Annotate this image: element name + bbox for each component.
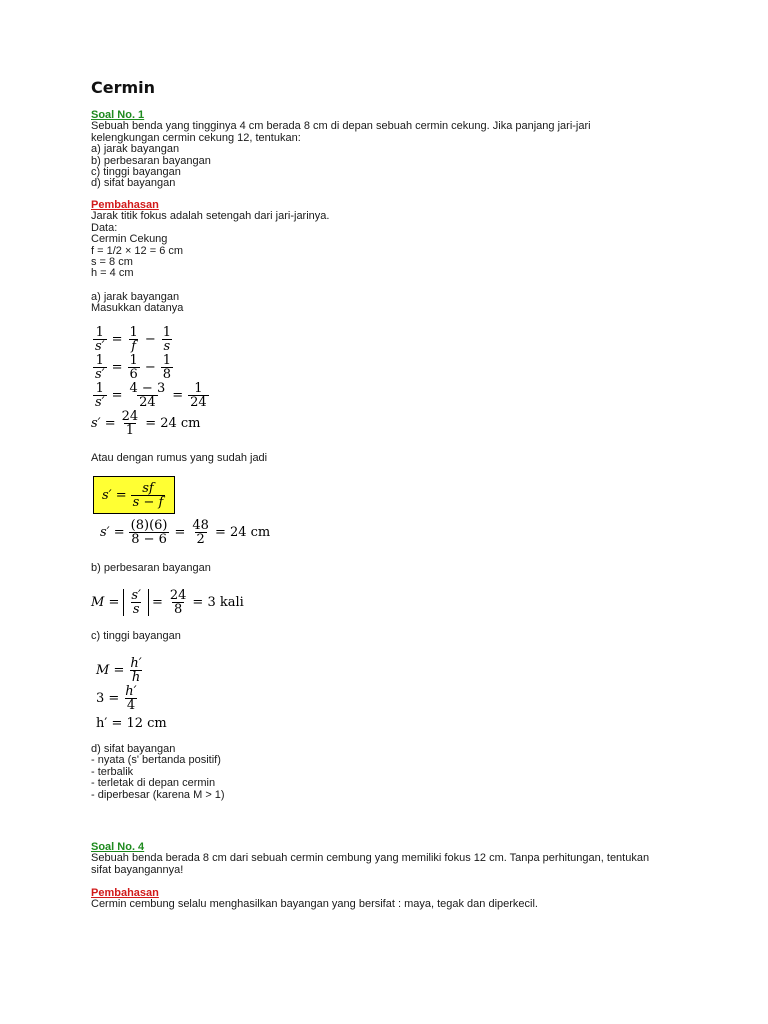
- pembahasan-4-heading: Pembahasan: [91, 887, 159, 899]
- equation-block-c: [96, 656, 167, 734]
- equation-2: $\frac{1}{s'}$ = $\frac{1}{6}$ − $\frac{1}{8}$: [95, 352, 171, 382]
- soal-4-block: [91, 842, 649, 876]
- pembahasan-line: Cermin Cekung: [91, 233, 168, 246]
- pembahasan-line: Jarak titik fokus adalah setengah dari jari-jarinya.: [91, 210, 330, 223]
- soal-4-line: Sebuah benda berada 8 cm dari sebuah cermin cembung yang memiliki fokus 12 cm. Tanpa perhitungan, tentukan: [91, 852, 650, 865]
- part-d-label: d) sifat bayangan: [91, 743, 176, 755]
- part-d-item: - terletak di depan cermin: [91, 777, 216, 790]
- soal-1-line: a) jarak bayangan: [91, 143, 180, 156]
- equation-3: $\frac{1}{s'}$ = $\frac{4 - 3}{24}$ = $\frac{1}{24}$: [95, 380, 207, 410]
- formula-note: Atau dengan rumus yang sudah jadi: [91, 452, 268, 464]
- equation-5: s′ = $\frac{(8)(6)}{8 - 6}$ = $\frac{48}{2}$ = 24 cm: [100, 517, 271, 547]
- pembahasan-4-block: [91, 888, 538, 911]
- equation-h3: h′ = 12 cm: [96, 715, 167, 731]
- soal-1-line: Sebuah benda yang tingginya 4 cm berada 8 cm di depan sebuah cermin cekung. Jika panjang jari-jari: [91, 120, 591, 133]
- pembahasan-line: h = 4 cm: [91, 267, 134, 280]
- pembahasan-1-heading: Pembahasan: [91, 199, 159, 211]
- soal-1-line: b) perbesaran bayangan: [91, 154, 211, 167]
- soal-4-heading: Soal No. 4: [91, 841, 145, 853]
- equation-1: $\frac{1}{s'}$ = $\frac{1}{f}$ − $\frac{1}{s}$: [95, 324, 171, 354]
- part-c-label: c) tinggi bayangan: [91, 630, 181, 642]
- part-b-label: b) perbesaran bayangan: [91, 562, 211, 574]
- soal-1-heading: Soal No. 1: [91, 109, 145, 121]
- equation-block-a: [91, 325, 211, 437]
- equation-4: s′ = $\frac{24}{1}$ = 24 cm: [91, 408, 201, 438]
- page-title: Cermin: [91, 78, 156, 97]
- part-a-block: [91, 292, 183, 315]
- pembahasan-line: s = 8 cm: [91, 256, 133, 269]
- part-a-note: Masukkan datanya: [91, 302, 184, 315]
- soal-1-line: d) sifat bayangan: [91, 177, 176, 190]
- part-d-block: [91, 744, 225, 801]
- part-d-item: - nyata (s' bertanda positif): [91, 754, 221, 767]
- part-d-item: - terbalik: [91, 765, 134, 778]
- part-a-label: a) jarak bayangan: [91, 291, 180, 303]
- pembahasan-1-block: [91, 200, 329, 280]
- part-d-item: - diperbesar (karena M > 1): [91, 788, 225, 801]
- highlighted-formula-box: s′ = $\frac{sf}{s - f}$: [93, 476, 175, 514]
- pembahasan-line: f = 1/2 × 12 = 6 cm: [91, 244, 184, 257]
- equation-h1: M = $\frac{h'}{h}$: [96, 655, 142, 685]
- soal-1-line: c) tinggi bayangan: [91, 166, 181, 179]
- soal-1-line: kelengkungan cermin cekung 12, tentukan:: [91, 131, 301, 144]
- equation-h2: 3 = $\frac{h'}{4}$: [96, 683, 137, 713]
- soal-4-line: sifat bayangannya!: [91, 863, 184, 876]
- pembahasan-line: Data:: [91, 221, 118, 234]
- pembahasan-4-line: Cermin cembung selalu menghasilkan bayangan yang bersifat : maya, tegak dan diperkecil.: [91, 898, 538, 911]
- equation-magnification: M = $\frac{s'}{s}$ = $\frac{24}{8}$ = 3 kali: [91, 587, 244, 617]
- soal-1-block: [91, 110, 591, 190]
